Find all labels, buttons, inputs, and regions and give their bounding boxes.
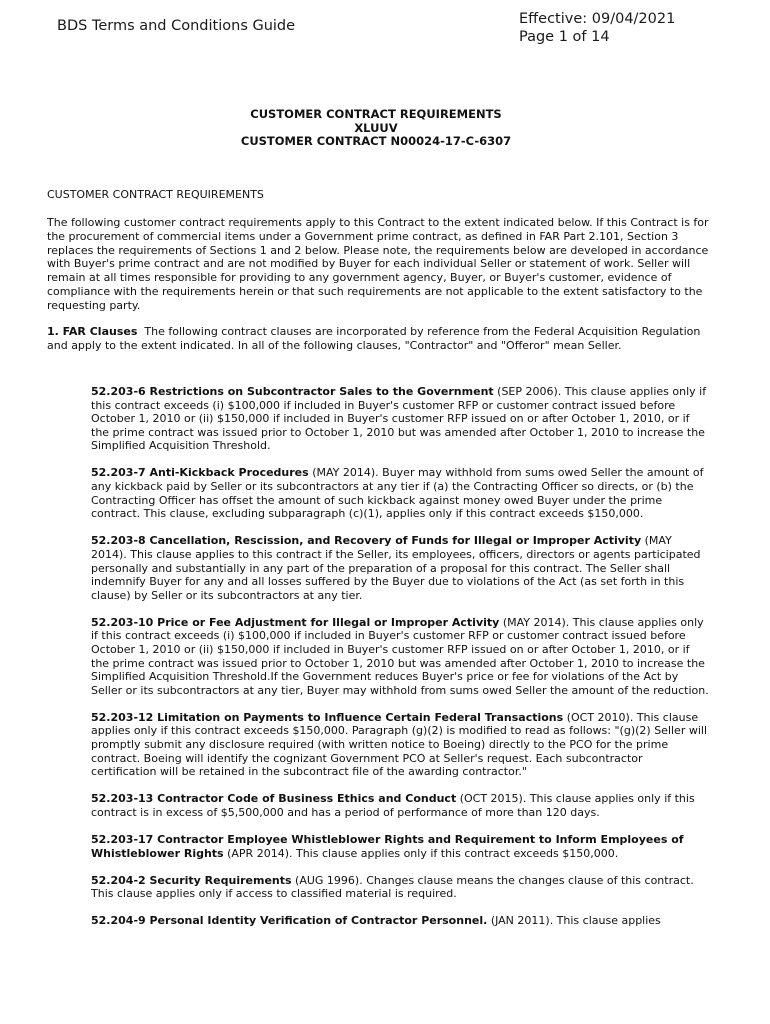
intro-paragraph [47,216,715,313]
far-clauses-label: 1. FAR Clauses [47,325,138,338]
clause-item [91,466,711,520]
document-title-block [0,108,752,149]
clause-text: (MAY 2014). Buyer may withhold from sums owed Seller the amount of any kickback paid by Seller or its subcontractors at any tier if (a) the Contracting Officer so directs, or (b) the Contracting Officer has offset the amount of such kickback against money owed Buyer under the prime contract. This clause, excluding subparagraph (c)(1), applies only if this contract exceeds $150,000. [91,466,704,521]
intro-text: The following customer contract requirements apply to this Contract to the extent indicated below. If this Contract is for the procurement of commercial items under a Government prime contract, as defined in FAR Part 2.101, Section 3 replaces the requirements of Sections 1 and 2 below. Please note, the requirements below are developed in accordance with Buyer's prime contract and are not modified by Buyer for each individual Seller or statement of work. Seller will remain at all times responsible for providing to any government agency, Buyer, or Buyer's customer, evidence of compliance with the requirements herein or that such requirements are not applicable to the extent satisfactory to the requesting party. [47,216,709,312]
effective-date: Effective: 09/04/2021 [519,11,676,27]
clause-item [91,914,711,928]
clause-text: (APR 2014). This clause applies only if this contract exceeds $150,000. [227,846,619,860]
clause-text: (SEP 2006). This clause applies only if this contract exceeds (i) $100,000 if included in Buyer's customer RFP or customer contract issued before October 1, 2010 or (ii) $150,000 if included in Buyer's customer RFP issued on or after October 1, 2010, or if the prime contract was issued prior to October 1, 2010 but was amended after October 1, 2010 to increase the Simplified Acquisition Threshold. [91,385,707,453]
page-number: Page 1 of 14 [519,29,610,45]
clause-title: 52.203-13 Contractor Code of Business Ethics and Conduct [91,792,457,806]
clause-text: (OCT 2010). This clause applies only if this contract exceeds $150,000. Paragraph (g)(2) is modified to read as follows: "(g)(2) Seller will promptly submit any disclosure required (with written notice to Boeing) directly to the PCO for the prime contract. Boeing will identify the cognizant Government PCO at Seller's request. Each subcontractor certification will be retained in the subcontract file of the awarding contractor." [91,710,708,779]
clause-title: 52.203-8 Cancellation, Rescission, and Recovery of Funds for Illegal or Improper Activity [91,534,642,548]
clause-item [91,874,711,901]
clause-title: 52.203-6 Restrictions on Subcontractor Sales to the Government [91,385,494,398]
title-line-3: CUSTOMER CONTRACT N00024-17-C-6307 [240,134,512,148]
clause-item [91,534,711,602]
clause-title: 52.203-7 Anti-Kickback Procedures [91,466,309,480]
clause-text: (OCT 2015). This clause applies only if this contract is in excess of $5,500,000 and has a period of performance of more than 120 days. [91,792,695,819]
clause-text: (JAN 2011). This clause applies [490,914,661,928]
clause-text: (MAY 2014). This clause applies only if this contract exceeds (i) $100,000 if included in Buyer's customer RFP or customer contract issued before October 1, 2010 or (ii) $150,000 if included in Buyer's customer RFP issued on or after October 1, 2010, or if the prime contract was issued prior to October 1, 2010 but was amended after October 1, 2010 to increase the Simplified Acquisition Threshold.If the Government reduces Buyer's price or fee for violations of the Act by Seller or its subcontractors at any tier, Buyer may withhold from sums owed Seller the amount of the reduction. [91,615,709,697]
clause-item [91,833,711,860]
section-heading: CUSTOMER CONTRACT REQUIREMENTS [47,188,264,201]
clause-title: 52.203-10 Price or Fee Adjustment for Illegal or Improper Activity [91,615,500,629]
clause-title: 52.203-17 Contractor Employee Whistleblower Rights and Requirement to Inform Employees of Whistleblower Rights [91,833,684,860]
far-clauses-paragraph [47,325,715,353]
document-header-title: BDS Terms and Conditions Guide [57,18,296,34]
title-line-2: XLUUV [354,120,398,135]
clause-title: 52.204-9 Personal Identity Verification of Contractor Personnel. [91,914,488,928]
far-clauses-text: The following contract clauses are incorporated by reference from the Federal Acquisition Regulation and apply to the extent indicated. In all of the following clauses, "Contractor" and "Offeror" mean Seller. [47,325,701,352]
clause-text: (MAY 2014). This clause applies to this contract if the Seller, its employees, officers, directors or agents participated personally and substantially in any part of the preparation of a proposal for this contract. The Seller shall indemnify Buyer for any and all losses suffered by the Buyer due to violations of the Act (as set forth in this clause) by Seller or its subcontractors at any tier. [91,534,701,602]
clause-text: (AUG 1996). Changes clause means the changes clause of this contract. This clause applies only if access to classified material is required. [91,873,694,901]
document-header-meta [519,10,675,46]
clause-item [91,792,711,819]
clause-title: 52.203-12 Limitation on Payments to Influence Certain Federal Transactions [91,710,564,724]
title-line-1: CUSTOMER CONTRACT REQUIREMENTS [250,107,502,121]
clause-list [91,385,711,942]
clause-title: 52.204-2 Security Requirements [91,873,292,887]
clause-item [91,711,711,779]
clause-item [91,616,711,698]
clause-item [91,385,711,453]
